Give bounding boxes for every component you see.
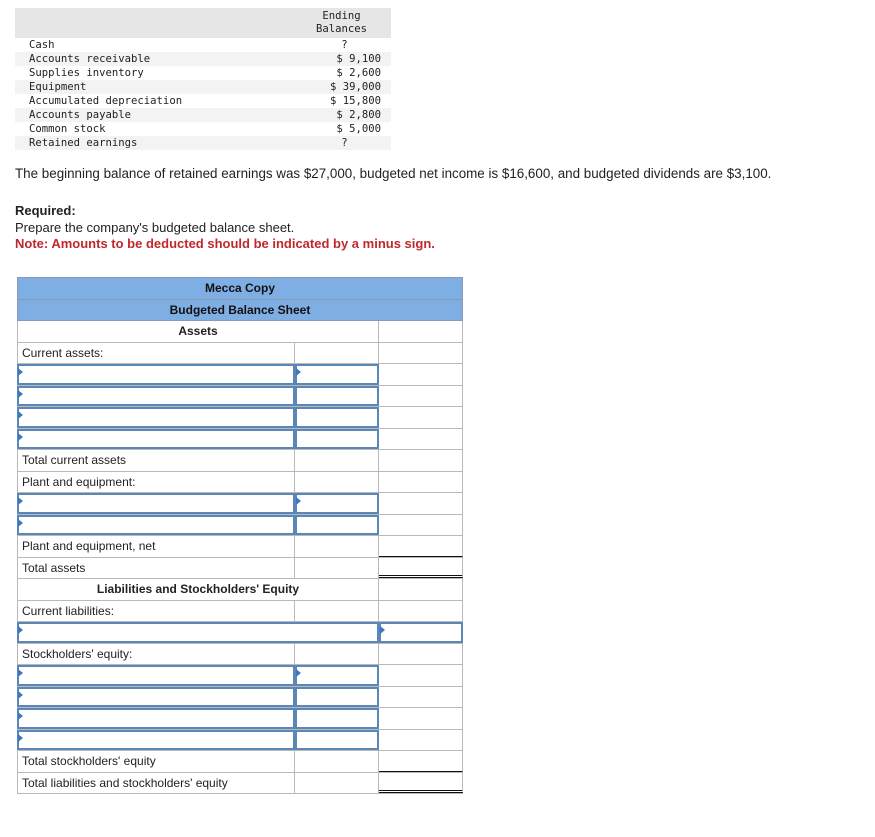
equity-input-row	[17, 730, 463, 752]
required-heading: Required:	[15, 203, 76, 218]
note-text: Note: Amounts to be deducted should be indicated by a minus sign.	[15, 236, 435, 251]
equity-name-input[interactable]	[17, 708, 295, 729]
dropdown-marker-icon	[18, 669, 23, 677]
current-asset-name-input[interactable]	[17, 429, 295, 450]
equity-amount-input[interactable]	[295, 687, 379, 708]
total-stockholders-equity-row	[17, 751, 463, 773]
table-row: Common stock $ 5,000	[29, 123, 381, 135]
total-liabilities-equity-input[interactable]	[379, 773, 463, 794]
plant-equipment-row	[17, 472, 463, 494]
dropdown-marker-icon	[296, 368, 301, 376]
equity-name-input[interactable]	[17, 730, 295, 751]
current-asset-input-row	[17, 386, 463, 408]
current-asset-input-row	[17, 407, 463, 429]
company-name: Mecca Copy	[204, 281, 276, 295]
current-asset-name-input[interactable]	[17, 364, 295, 385]
dropdown-marker-icon	[18, 519, 23, 527]
total-current-assets-row	[17, 450, 463, 472]
sheet-title-block	[17, 277, 463, 321]
table-row: Accumulated depreciation $ 15,800	[29, 95, 381, 107]
plant-equipment-input-row	[17, 515, 463, 537]
plant-equipment-net-row	[17, 536, 463, 558]
current-asset-input-row	[17, 429, 463, 451]
equity-amount-input[interactable]	[295, 708, 379, 729]
plant-equipment-amount-input[interactable]	[295, 493, 379, 514]
current-asset-amount-input[interactable]	[295, 407, 379, 428]
equity-amount-input[interactable]	[295, 665, 379, 686]
table-header	[15, 8, 391, 38]
budgeted-balance-sheet	[17, 277, 463, 794]
dropdown-marker-icon	[18, 368, 23, 376]
total-assets-input[interactable]	[379, 558, 463, 579]
equity-amount-input[interactable]	[295, 730, 379, 751]
total-stockholders-equity-label: Total stockholders' equity	[17, 751, 295, 772]
stockholders-equity-row	[17, 644, 463, 666]
current-liability-name-input[interactable]	[17, 622, 379, 643]
total-assets-label: Total assets	[17, 558, 295, 579]
current-asset-name-input[interactable]	[17, 407, 295, 428]
ending-balances-table	[15, 8, 391, 150]
current-liability-input-row	[17, 622, 463, 644]
problem-statement: The beginning balance of retained earnings was $27,000, budgeted net income is $16,600, and budgeted dividends are $3,100.	[15, 166, 772, 181]
current-assets-row	[17, 343, 463, 365]
dropdown-marker-icon	[296, 669, 301, 677]
dropdown-marker-icon	[18, 712, 23, 720]
stockholders-equity-label: Stockholders' equity:	[17, 644, 295, 665]
assets-heading: Assets	[17, 321, 379, 342]
total-assets-row	[17, 558, 463, 580]
plant-equipment-label: Plant and equipment:	[17, 472, 295, 493]
current-asset-amount-input[interactable]	[295, 386, 379, 407]
plant-equipment-amount-input[interactable]	[295, 515, 379, 536]
table-row: Equipment $ 39,000	[15, 80, 391, 94]
current-asset-amount-input[interactable]	[295, 429, 379, 450]
table-row: Cash ?	[29, 39, 348, 51]
plant-equipment-net-label: Plant and equipment, net	[17, 536, 295, 557]
total-current-assets-label: Total current assets	[17, 450, 295, 471]
dropdown-marker-icon	[18, 691, 23, 699]
plant-equipment-name-input[interactable]	[17, 493, 295, 514]
current-asset-input-row	[17, 364, 463, 386]
current-asset-name-input[interactable]	[17, 386, 295, 407]
dropdown-marker-icon	[18, 626, 23, 634]
dropdown-marker-icon	[18, 411, 23, 419]
ending-balances-header: Ending Balances	[292, 8, 391, 38]
sheet-title: Budgeted Balance Sheet	[18, 299, 462, 320]
dropdown-marker-icon	[18, 390, 23, 398]
table-row: Supplies inventory $ 2,600	[29, 67, 381, 79]
liabilities-heading-row	[17, 579, 463, 601]
dropdown-marker-icon	[380, 626, 385, 634]
current-liability-amount-input[interactable]	[379, 622, 463, 643]
dropdown-marker-icon	[18, 433, 23, 441]
current-liabilities-row	[17, 601, 463, 623]
equity-input-row	[17, 687, 463, 709]
equity-input-row	[17, 665, 463, 687]
table-row: Accounts receivable $ 9,100	[15, 52, 391, 66]
current-asset-amount-input[interactable]	[295, 364, 379, 385]
equity-input-row	[17, 708, 463, 730]
table-row: Retained earnings ?	[15, 136, 391, 150]
total-liabilities-equity-label: Total liabilities and stockholders' equity	[17, 773, 295, 794]
total-stockholders-equity-input[interactable]	[379, 751, 463, 772]
total-current-assets-input[interactable]	[379, 450, 463, 471]
plant-equipment-name-input[interactable]	[17, 515, 295, 536]
table-row: Accounts payable $ 2,800	[15, 108, 391, 122]
total-liabilities-equity-row	[17, 773, 463, 795]
dropdown-marker-icon	[18, 734, 23, 742]
dropdown-marker-icon	[296, 497, 301, 505]
liabilities-equity-heading: Liabilities and Stockholders' Equity	[17, 579, 379, 600]
required-text: Prepare the company's budgeted balance sheet.	[15, 220, 295, 235]
current-assets-label: Current assets:	[17, 343, 295, 364]
current-liabilities-label: Current liabilities:	[17, 601, 295, 622]
dropdown-marker-icon	[18, 497, 23, 505]
equity-name-input[interactable]	[17, 665, 295, 686]
equity-name-input[interactable]	[17, 687, 295, 708]
plant-equipment-net-input[interactable]	[379, 536, 463, 557]
assets-heading-row	[17, 321, 463, 343]
plant-equipment-input-row	[17, 493, 463, 515]
